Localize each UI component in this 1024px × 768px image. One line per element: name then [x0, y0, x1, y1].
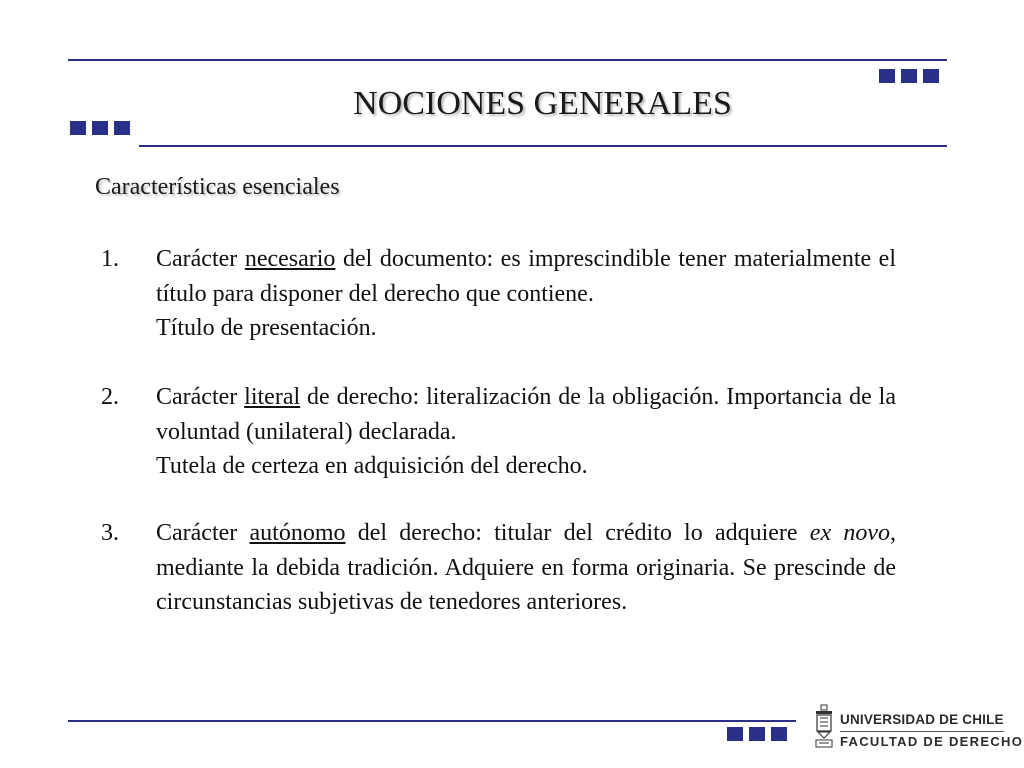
square-decoration — [901, 69, 917, 83]
item-text: de derecho: literalización de la obligación. Importancia de la voluntad (unilateral) declarada. — [156, 384, 896, 445]
title-underline-rule — [139, 145, 947, 147]
university-logo — [814, 704, 1024, 750]
bottom-rule — [68, 720, 796, 722]
item-keyword: necesario — [244, 246, 336, 272]
faculty-name: FACULTAD DE DERECHO — [840, 734, 1024, 749]
item-number: 1. — [101, 246, 119, 272]
university-name: UNIVERSIDAD DE CHILE — [840, 712, 1004, 727]
square-decoration — [879, 69, 895, 83]
square-decoration — [923, 69, 939, 83]
item-lead: Carácter — [156, 384, 245, 410]
item-keyword: autónomo — [249, 520, 346, 546]
item-note: Tutela de certeza en adquisición del derecho. — [156, 453, 588, 479]
top-rule — [68, 59, 947, 61]
item-text: del derecho: titular del crédito lo adquiere — [345, 520, 810, 546]
list-item — [95, 242, 896, 346]
slide-title: NOCIONES GENERALES — [353, 85, 732, 122]
item-text: del documento: es imprescindible tener materialmente el título para disponer del derecho que contiene. — [156, 246, 896, 307]
item-lead: Carácter — [156, 246, 245, 272]
item-body — [156, 380, 896, 484]
item-body — [156, 516, 896, 620]
square-decoration — [771, 727, 787, 741]
list-item — [95, 380, 896, 484]
logo-divider — [840, 731, 1004, 732]
item-keyword: literal — [244, 384, 301, 410]
university-crest-icon — [814, 704, 834, 748]
item-latin-term: ex novo — [809, 520, 890, 546]
square-decoration — [92, 121, 108, 135]
top-right-squares — [879, 69, 939, 83]
item-text: , mediante la debida tradición. Adquiere en forma originaria. Se prescinde de circunstancias subjetivas de tenedores anteriores. — [156, 520, 896, 615]
square-decoration — [114, 121, 130, 135]
bottom-squares — [727, 727, 787, 741]
square-decoration — [749, 727, 765, 741]
section-subtitle: Características esenciales — [95, 174, 340, 200]
item-body — [156, 242, 896, 346]
item-lead: Carácter — [156, 520, 250, 546]
square-decoration — [727, 727, 743, 741]
list-item — [95, 516, 896, 620]
left-squares — [70, 121, 130, 135]
square-decoration — [70, 121, 86, 135]
item-number: 2. — [101, 384, 119, 410]
item-number: 3. — [101, 520, 119, 546]
item-note: Título de presentación. — [156, 315, 377, 341]
